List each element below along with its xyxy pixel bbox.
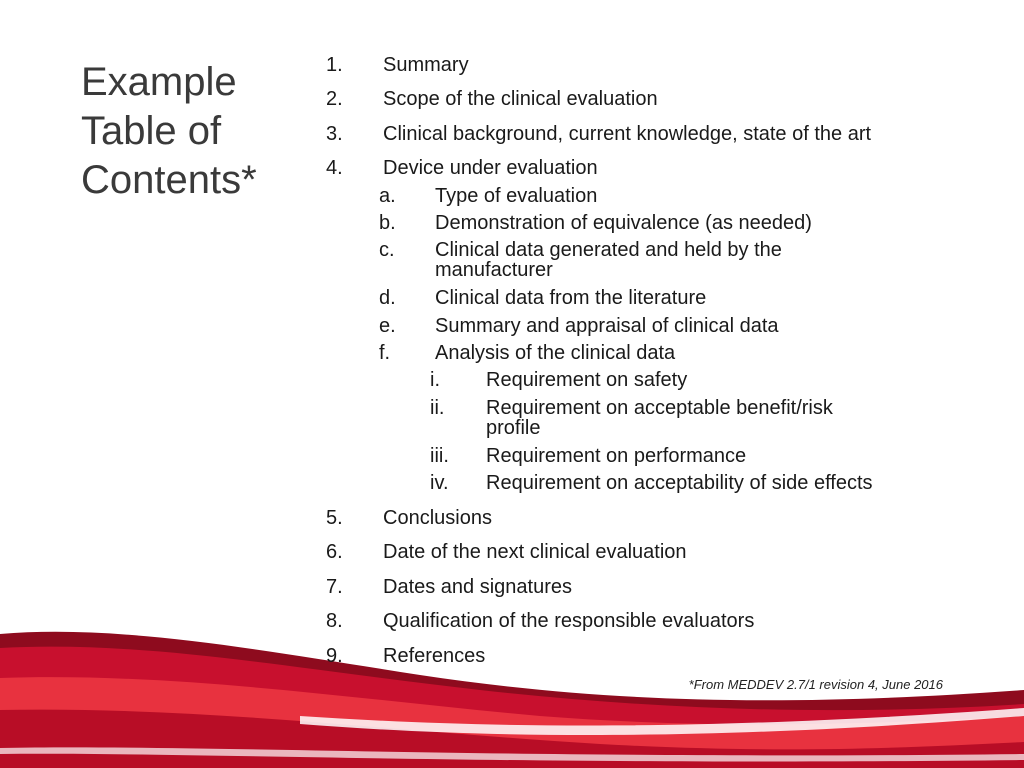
toc-item-label: Type of evaluation (435, 185, 598, 207)
toc-item-label: Requirement on performance (486, 445, 747, 467)
toc-item-number: 4. (326, 157, 343, 179)
toc-item-label: Clinical data from the literature (435, 287, 707, 309)
toc-item-number: e. (379, 315, 396, 337)
toc-item-label: Conclusions (383, 507, 492, 529)
toc-item-number: f. (379, 342, 391, 364)
toc-item-number: 8. (326, 610, 343, 632)
toc-item-label: Demonstration of equivalence (as needed) (435, 212, 812, 234)
toc-item-number: 7. (326, 576, 343, 598)
toc-item-number: ii. (430, 397, 445, 419)
toc-item-label: Qualification of the responsible evaluators (383, 610, 755, 632)
toc-item-label: Date of the next clinical evaluation (383, 541, 687, 563)
toc-item-number: 3. (326, 123, 343, 145)
toc-item-label: Analysis of the clinical data (435, 342, 676, 364)
toc-item-label-continued: profile (486, 417, 541, 439)
toc-item-label: Device under evaluation (383, 157, 598, 179)
toc-item-number: a. (379, 185, 396, 207)
toc-item-number: iii. (430, 445, 449, 467)
toc-item-number: 2. (326, 88, 343, 110)
toc-item-label: Clinical data generated and held by the (435, 239, 782, 261)
toc-item-number: c. (379, 239, 395, 261)
toc-item-label: References (383, 645, 486, 667)
footnote: *From MEDDEV 2.7/1 revision 4, June 2016 (688, 677, 943, 692)
title-line-2: Table of (81, 109, 222, 153)
toc-item-label: Clinical background, current knowledge, state of the art (383, 123, 872, 145)
toc-item-label: Summary (383, 54, 469, 76)
toc-item-number: d. (379, 287, 396, 309)
toc-item-number: 9. (326, 645, 343, 667)
toc-item-label: Summary and appraisal of clinical data (435, 315, 779, 337)
toc-item-number: iv. (430, 472, 449, 494)
toc-item-number: 6. (326, 541, 343, 563)
toc-item-label: Requirement on acceptable benefit/risk (486, 397, 833, 419)
toc-item-label: Requirement on safety (486, 369, 688, 391)
toc-item-label: Dates and signatures (383, 576, 573, 598)
title-line-1: Example (81, 60, 237, 104)
title-line-3: Contents* (81, 158, 257, 202)
toc-item-number: 5. (326, 507, 343, 529)
toc-item-label: Requirement on acceptability of side effects (486, 472, 873, 494)
toc-item-number: 1. (326, 54, 343, 76)
toc-item-number: i. (430, 369, 440, 391)
toc-item-number: b. (379, 212, 396, 234)
red-wave-decoration (0, 620, 1024, 768)
toc-item-label-continued: manufacturer (435, 259, 553, 281)
toc-item-label: Scope of the clinical evaluation (383, 88, 658, 110)
